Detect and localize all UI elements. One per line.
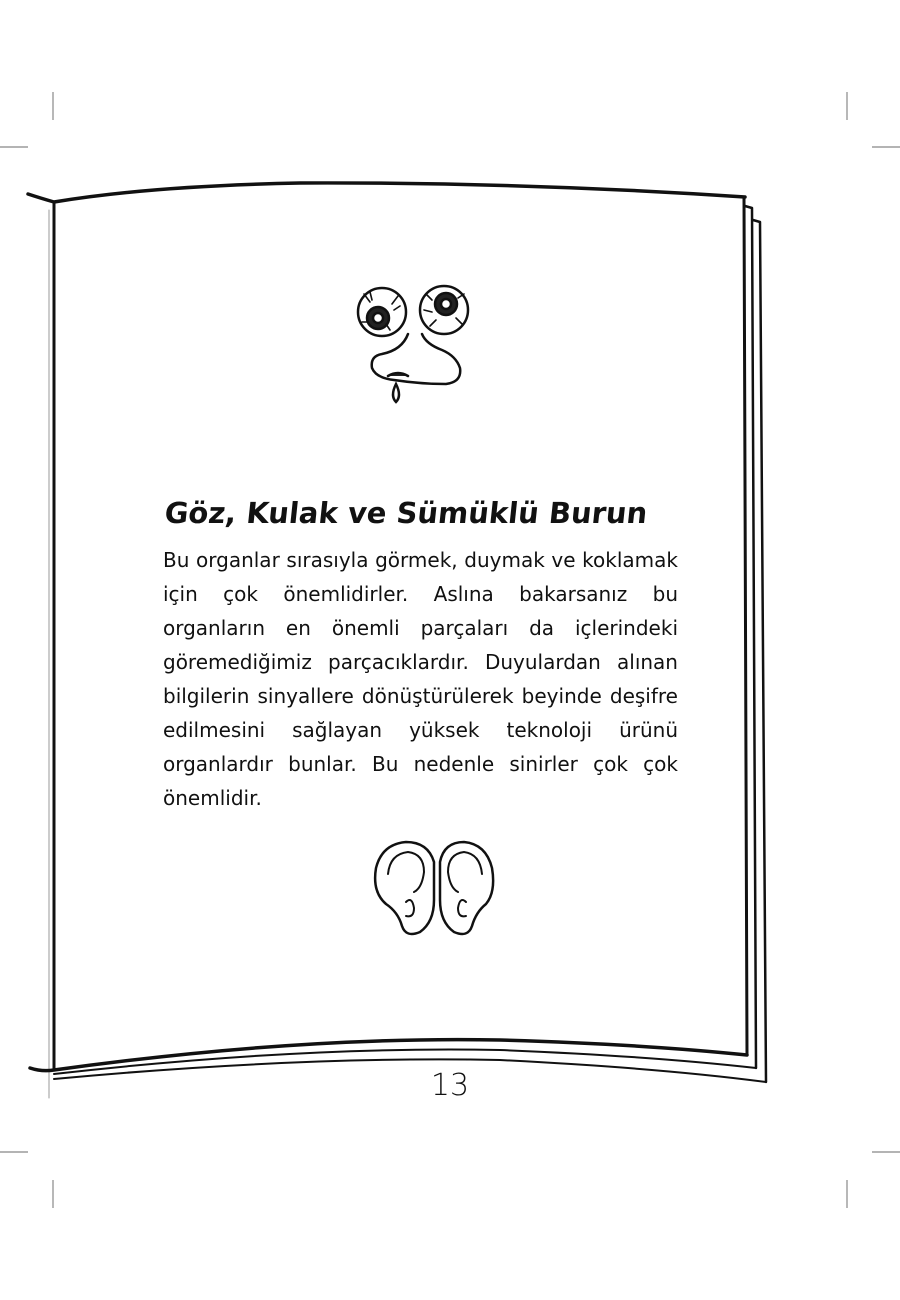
eyes-and-nose-illustration: [350, 280, 480, 420]
body-paragraph: Bu organlar sırasıyla görmek, duymak ve koklamak için çok önemlidirler. Aslına bakarsanız bu organların en önemli parçaları da içlerindeki göremediğimiz parçacıklardır. Duyulardan alınan bilgilerin sinyallere dönüştürülerek beyinde deşifre edilmesini sağlayan yüksek teknoloji ürünü organlardır bunlar. Bu nedenle sinirler çok çok önemlidir.: [163, 548, 678, 810]
drip-icon: [393, 384, 399, 402]
page-number: 13: [430, 1068, 470, 1103]
right-ear-icon: [440, 842, 493, 934]
ears-illustration: [368, 838, 498, 938]
section-title: Göz, Kulak ve Sümüklü Burun: [163, 496, 650, 530]
nose-icon: [372, 334, 461, 384]
left-ear-icon: [375, 842, 434, 934]
